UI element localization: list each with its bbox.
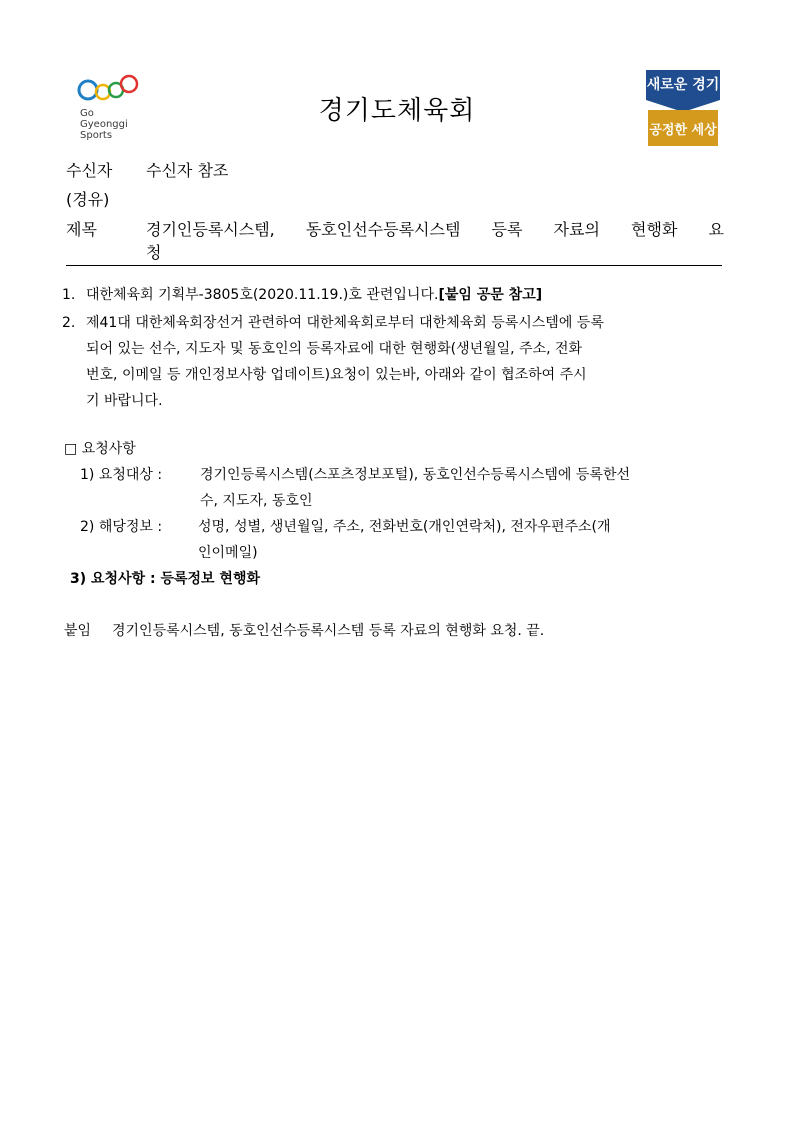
slogan-logo [646,70,720,148]
logo-line-gyeonggi: Gyeonggi [80,119,128,130]
request-heading: □ 요청사항 [64,441,136,457]
req-2-line-1: 성명, 성별, 생년월일, 주소, 전화번호(개인연락처), 전자우편주소(개 [198,519,611,535]
attachment-label: 붙임 [64,623,92,639]
attachment-text: 경기인등록시스템, 동호인선수등록시스템 등록 자료의 현행화 요청. 끝. [112,623,545,639]
subject-label: 제목 [66,220,97,239]
subject-line-2: 청 [146,243,162,262]
slogan-bottom: 공정한 세상 [648,110,718,146]
logo-line-sports: Sports [80,130,113,141]
req-1-label: 1) 요청대상 : [80,467,163,483]
body-item-2 [62,310,724,336]
item-1-attachment-ref: [붙임 공문 참고] [438,287,543,303]
via-label: (경유) [66,190,110,209]
item-1-text: 대한체육회 기획부-3805호(2020.11.19.)호 관련입니다. [86,287,439,303]
recipient-value: 수신자 참조 [146,161,229,180]
item-2-line-3: 번호, 이메일 등 개인정보사항 업데이트)요청이 있는바, 아래와 같이 협조하여 주시 [86,367,587,383]
req-2-label: 2) 해당정보 : [80,519,163,535]
org-title: 경기도체육회 [318,96,476,126]
item-2-number: 2. [62,315,76,331]
req-3: 3) 요청사항 : 등록정보 현행화 [70,571,260,587]
header-divider [66,265,722,266]
subject-line-1: 경기인등록시스템, 동호인선수등록시스템 등록 자료의 현행화 요 [146,220,724,239]
item-2-line-1: 제41대 대한체육회장선거 관련하여 대한체육회로부터 대한체육회 등록시스템에 등록 [86,315,604,331]
req-1-line-2: 수, 지도자, 동호인 [200,493,313,509]
item-2-line-4: 기 바랍니다. [86,393,163,409]
slogan-top: 새로운 경기 [646,70,720,100]
recipient-label: 수신자 [66,161,113,180]
logo-line-go: Go [80,108,94,119]
item-2-line-2: 되어 있는 선수, 지도자 및 동호인의 등록자료에 대한 현행화(생년월일, 주소, 전화 [86,341,583,357]
req-2-line-2: 인이메일) [198,545,258,561]
body-item-1 [62,282,724,308]
req-1-line-1: 경기인등록시스템(스포츠정보포털), 동호인선수등록시스템에 등록한선 [200,467,630,483]
item-1-number: 1. [62,287,76,303]
